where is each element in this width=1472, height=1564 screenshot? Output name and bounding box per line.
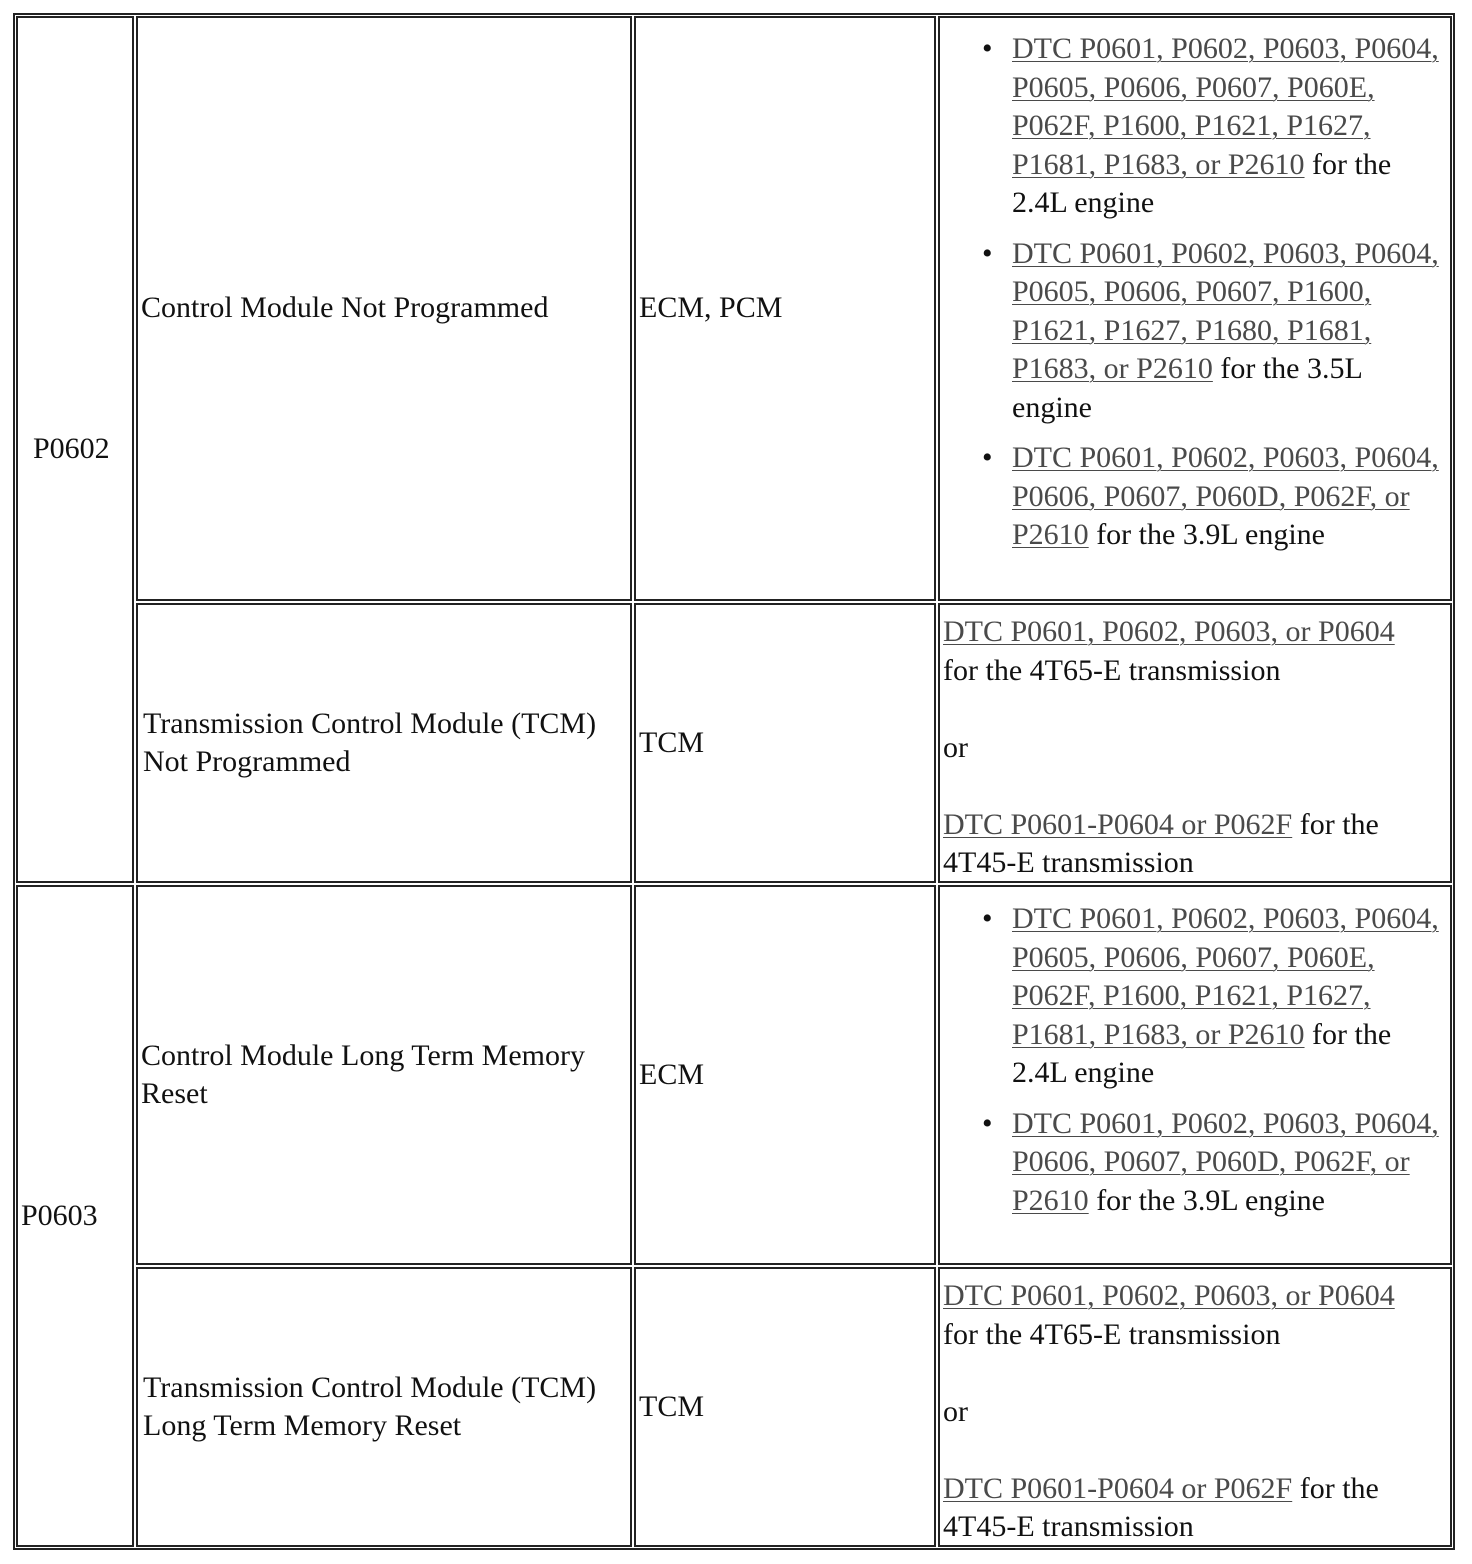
module-cell: [634, 1267, 936, 1547]
spacer: [940, 690, 1450, 729]
or-text: or: [943, 730, 968, 764]
module-cell: [634, 885, 936, 1265]
dtc-link[interactable]: DTC P0601, P0602, P0603, P0604, P0606, P0607, P060D, P062F, or P2610: [1012, 441, 1439, 551]
dtc-link-suffix: for the 4T65-E transmission: [943, 1317, 1281, 1351]
list-item: [940, 439, 1450, 555]
dtc-link-suffix: for the 4T45-E transmission: [943, 1471, 1379, 1543]
spacer: [940, 1354, 1450, 1393]
dtc-link[interactable]: DTC P0601, P0602, P0603, P0604, P0605, P0606, P0607, P1600, P1621, P1627, P1680, P1681, P1683, or P2610: [1012, 236, 1439, 385]
list-item: [940, 900, 1450, 1093]
list-item: [940, 30, 1450, 223]
description-text: Control Module Long Term Memory Reset: [141, 1038, 585, 1110]
dtc-link[interactable]: DTC P0601, P0602, P0603, P0604, P0605, P0606, P0607, P060E, P062F, P1600, P1621, P1627, P1681, P1683, or P2610: [1012, 902, 1439, 1051]
dtc-link-suffix: for the 4T45-E transmission: [943, 807, 1379, 879]
related-dtc-paragraph: [940, 613, 1450, 690]
dtc-link[interactable]: DTC P0601, P0602, P0603, or P0604: [943, 1279, 1395, 1312]
description-text: Control Module Not Programmed: [141, 291, 549, 325]
dtc-link-suffix: for the 3.9L engine: [1088, 1183, 1325, 1217]
dtc-code-cell-p0603: [16, 885, 134, 1547]
dtc-link[interactable]: DTC P0601, P0602, P0603, P0604, P0605, P0606, P0607, P060E, P062F, P1600, P1621, P1627, P1681, P1683, or P2610: [1012, 32, 1439, 181]
dtc-code: P0603: [21, 1198, 98, 1232]
description-cell: [136, 603, 632, 883]
related-dtc-paragraph: [940, 1277, 1450, 1354]
list-item: [940, 1105, 1450, 1221]
related-dtc-cell: [938, 603, 1452, 883]
related-dtc-cell: [938, 16, 1452, 601]
related-dtc-list: [940, 30, 1450, 555]
module-text: ECM, PCM: [639, 291, 783, 325]
dtc-link[interactable]: DTC P0601-P0604 or P062F: [943, 807, 1293, 841]
description-text: Transmission Control Module (TCM) Long Term Memory Reset: [143, 1370, 597, 1442]
or-text: or: [943, 1394, 968, 1428]
dtc-link[interactable]: DTC P0601, P0602, P0603, P0604, P0606, P0607, P060D, P062F, or P2610: [1012, 1106, 1439, 1217]
module-cell: [634, 16, 936, 601]
spacer: [940, 1431, 1450, 1470]
dtc-link-suffix: for the 3.9L engine: [1088, 518, 1325, 551]
module-text: ECM: [639, 1057, 705, 1091]
description-cell: [136, 885, 632, 1265]
dtc-link-suffix: for the 4T65-E transmission: [943, 653, 1281, 687]
description-text: Transmission Control Module (TCM) Not Programmed: [143, 706, 597, 778]
related-dtc-list: [940, 900, 1450, 1220]
related-dtc-cell: [938, 885, 1452, 1265]
module-text: TCM: [639, 725, 705, 759]
dtc-link-suffix: for the 3.5L engine: [1012, 352, 1362, 424]
related-dtc-paragraph: [940, 1470, 1450, 1547]
description-cell: [136, 16, 632, 601]
description-cell: [136, 1267, 632, 1547]
dtc-link[interactable]: DTC P0601-P0604 or P062F: [943, 1471, 1293, 1505]
module-text: TCM: [639, 1389, 705, 1423]
related-dtc-paragraph: [940, 806, 1450, 883]
dtc-code-cell-p0602: [16, 16, 134, 883]
spacer: [940, 767, 1450, 806]
related-dtc-cell: [938, 1267, 1452, 1547]
dtc-link-suffix: for the 2.4L engine: [1012, 1017, 1392, 1089]
dtc-link[interactable]: DTC P0601, P0602, P0603, or P0604: [943, 615, 1395, 648]
list-item: [940, 235, 1450, 428]
dtc-code: P0602: [33, 432, 110, 466]
dtc-link-suffix: for the 2.4L engine: [1012, 147, 1392, 219]
module-cell: [634, 603, 936, 883]
